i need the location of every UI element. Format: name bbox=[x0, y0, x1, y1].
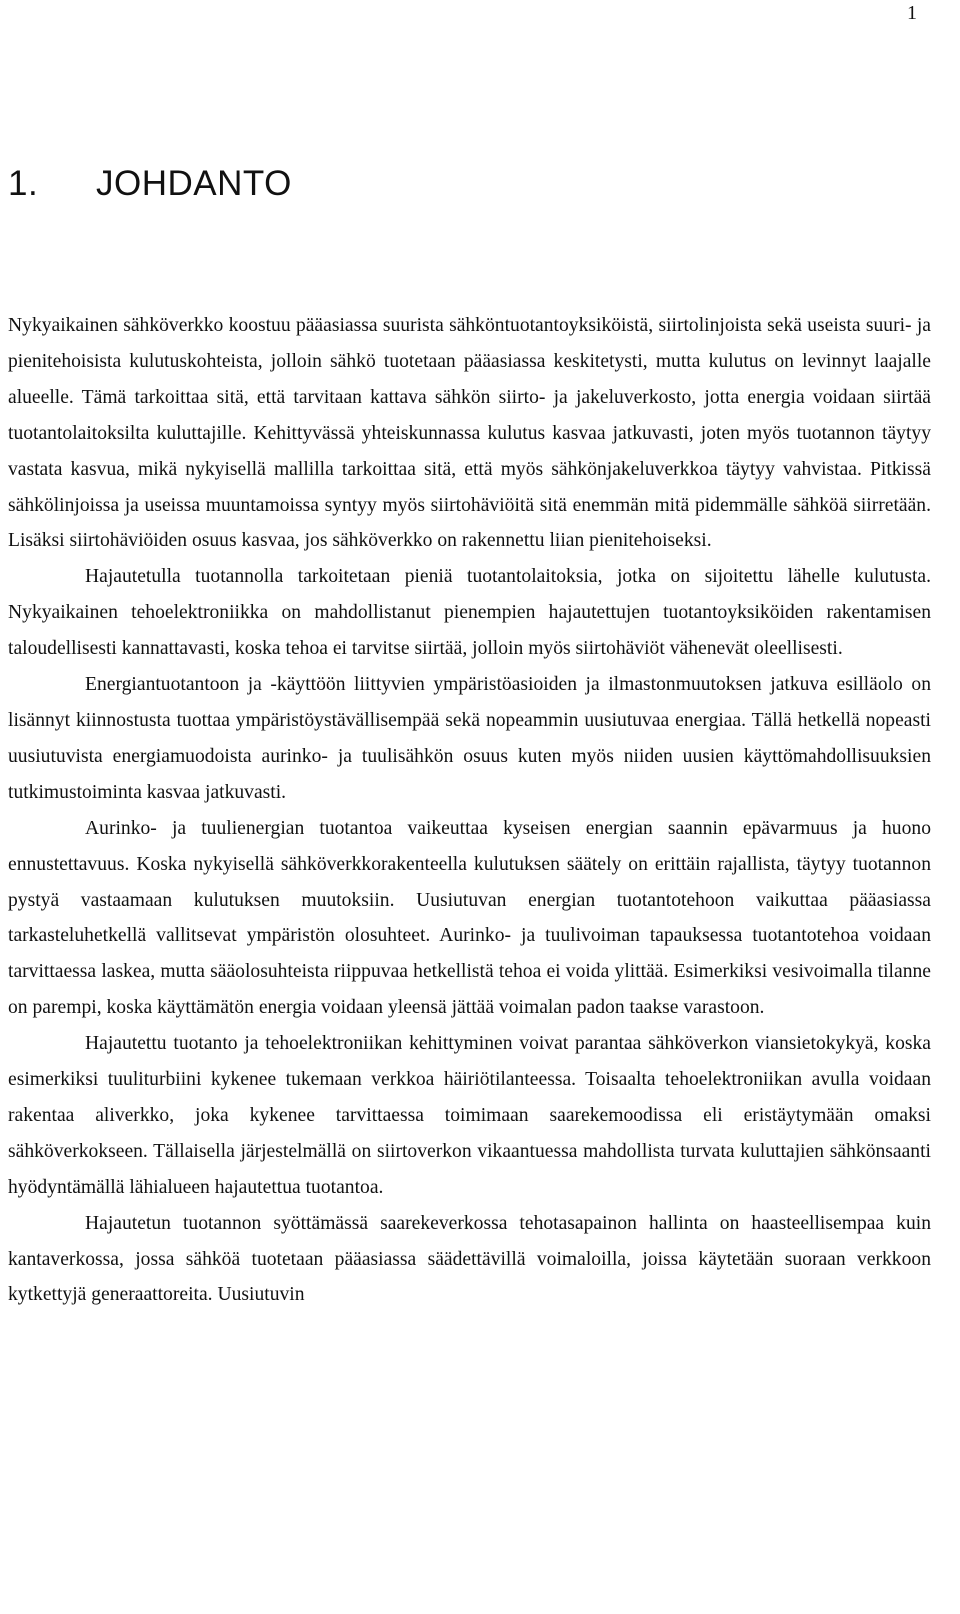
paragraph: Nykyaikainen sähköverkko koostuu pääasiassa suurista sähköntuotantoyksiköistä, siirtolinjoista sekä useista suuri- ja pienitehoisista kulutuskohteista, jolloin sähkö tuotetaan pääasiassa keskitetysti, mutta kulutus on levinnyt laajalle alueelle. Tämä tarkoittaa sitä, että tarvitaan kattava sähkön siirto- ja jakeluverkosto, jotta energia voidaan siirtää tuotantolaitoksilta kuluttajille. Kehittyvässä yhteiskunnassa kulutus kasvaa jatkuvasti, joten myös tuotannon täytyy vastata kasvua, mikä nykyisellä mallilla tarkoittaa sitä, että myös sähkönjakeluverkkoa täytyy vahvistaa. Pitkissä sähkölinjoissa ja useissa muuntamoissa syntyy myös siirtohäviöitä sitä enemmän mitä pidemmälle sähköä siirretään. Lisäksi siirtohäviöiden osuus kasvaa, jos sähköverkko on rakennettu liian pienitehoiseksi. bbox=[8, 315, 931, 552]
paragraph: Hajautetun tuotannon syöttämässä saarekeverkossa tehotasapainon hallinta on haasteellisempaa kuin kantaverkossa, jossa sähköä tuotetaan pääasiassa säädettävillä voimaloilla, joissa käytetään suoraan verkkoon kytkettyjä generaattoreita. Uusiutuvin bbox=[8, 1212, 931, 1306]
body-text bbox=[8, 308, 931, 1313]
chapter-number: 1. bbox=[8, 164, 39, 203]
chapter-heading bbox=[8, 164, 292, 204]
chapter-title: JOHDANTO bbox=[96, 164, 292, 203]
paragraph: Energiantuotantoon ja -käyttöön liittyvien ympäristöasioiden ja ilmastonmuutoksen jatkuva esilläolo on lisännyt kiinnostusta tuottaa ympäristöystävällisempää sekä nopeammin uusiutuvaa energiaa. Tällä hetkellä nopeasti uusiutuvista energiamuodoista aurinko- ja tuulisähkön osuus kuten myös niiden uusien käyttömahdollisuuksien tutkimustoiminta kasvaa jatkuvasti. bbox=[8, 674, 931, 803]
paragraph: Hajautettu tuotanto ja tehoelektroniikan kehittyminen voivat parantaa sähköverkon viansietokykyä, koska esimerkiksi tuuliturbiini kykenee tukemaan verkkoa häiriötilanteessa. Toisaalta tehoelektroniikan avulla voidaan rakentaa aliverkko, joka kykenee tarvittaessa toimimaan saarekemoodissa eli eristäytymään omaksi sähköverkokseen. Tällaisella järjestelmällä on siirtoverkon vikaantuessa mahdollista turvata kuluttajien sähkönsaanti hyödyntämällä lähialueen hajautettua tuotantoa. bbox=[8, 1033, 931, 1198]
paragraph: Aurinko- ja tuulienergian tuotantoa vaikeuttaa kyseisen energian saannin epävarmuus ja huono ennustettavuus. Koska nykyisellä sähköverkkorakenteella kulutuksen säätely on erittäin rajallista, täytyy tuotannon pystyä vastaamaan kulutuksen muutoksiin. Uusiutuvan energian tuotantotehoon vaikuttaa pääasiassa tarkasteluhetkellä vallitsevat ympäristön olosuhteet. Aurinko- ja tuulivoiman tapauksessa tuotantotehoa voidaan tarvittaessa laskea, mutta sääolosuhteista riippuvaa hetkellistä tehoa ei voida ylittää. Esimerkiksi vesivoimalla tilanne on parempi, koska käyttämätön energia voidaan yleensä jättää voimalan padon taakse varastoon. bbox=[8, 817, 931, 1019]
paragraph: Hajautetulla tuotannolla tarkoitetaan pieniä tuotantolaitoksia, jotka on sijoitettu lähelle kulutusta. Nykyaikainen tehoelektroniikka on mahdollistanut pienempien hajautettujen tuotantoyksiköiden rakentamisen taloudellisesti kannattavasti, koska tehoa ei tarvitse siirtää, jolloin myös siirtohäviöt vähenevät oleellisesti. bbox=[8, 566, 931, 660]
page-number: 1 bbox=[907, 2, 917, 24]
